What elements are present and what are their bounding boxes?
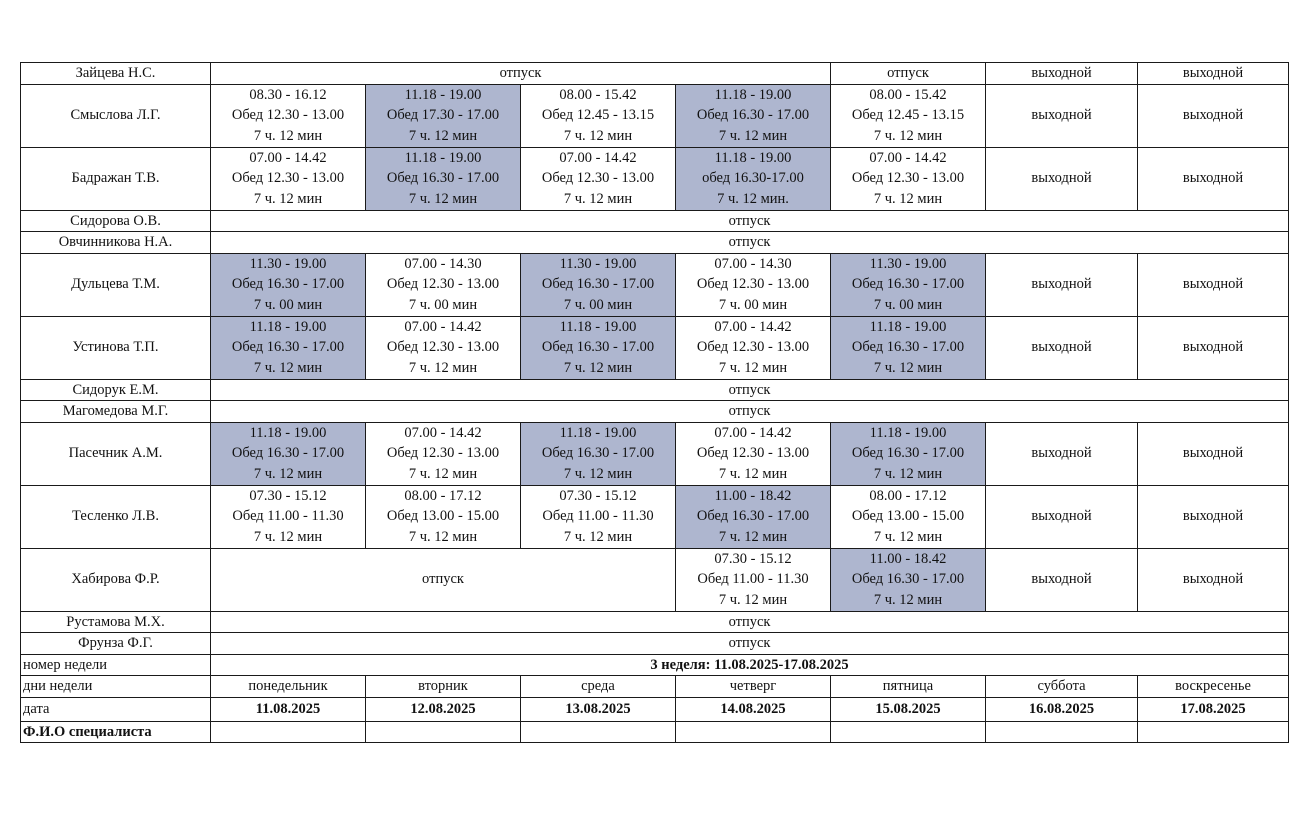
shift-cell [676,84,831,147]
status-text: отпуск [728,212,771,229]
shift-cell [211,253,366,316]
shift-cell [521,422,676,485]
shift-cell [831,422,986,485]
week-number-value: 3 неделя: 11.08.2025-17.08.2025 [211,654,1289,676]
status-text: выходной [1182,571,1244,588]
employee-name: Бадражан Т.В. [21,147,211,210]
shift-duration: 7 ч. 12 мин [563,528,633,545]
shift-duration: 7 ч. 12 мин [873,359,943,376]
status-cell [211,210,1289,232]
lunch-break: Обед 12.45 - 13.15 [541,107,655,124]
status-text: отпуск [499,65,542,81]
date-thu: 14.08.2025 [676,697,831,721]
employee-name: Сидорова О.В. [21,210,211,232]
shift-duration: 7 ч. 12 мин [718,528,788,545]
employee-name: Хабирова Ф.Р. [21,548,211,611]
days-label: дни недели [21,676,211,698]
employee-row [21,210,1289,232]
lunch-break: Обед 16.30 - 17.00 [386,170,500,187]
schedule-table [20,62,1289,743]
status-text: отпуск [728,635,771,651]
lunch-break: Обед 16.30 - 17.00 [851,276,965,293]
status-text: отпуск [728,234,771,250]
status-text: выходной [1031,508,1092,525]
shift-hours: 07.00 - 14.42 [404,424,482,441]
lunch-break: Обед 11.00 - 11.30 [232,508,344,525]
date-mon: 11.08.2025 [211,697,366,721]
shift-duration: 7 ч. 12 мин. [717,190,789,207]
shift-duration: 7 ч. 12 мин [408,359,478,376]
shift-hours: 07.00 - 14.42 [404,318,482,335]
status-cell [1138,485,1289,548]
employee-name: Сидорук Е.М. [21,379,211,401]
shift-cell [831,316,986,379]
shift-cell [521,253,676,316]
shift-cell [366,253,521,316]
employee-row [21,147,1289,210]
shift-cell [211,147,366,210]
date-label: дата [21,697,211,721]
status-cell [1138,422,1289,485]
status-text: выходной [1182,339,1244,356]
shift-duration: 7 ч. 12 мин [253,359,323,376]
shift-hours: 07.30 - 15.12 [714,550,792,567]
shift-hours: 11.00 - 18.42 [714,487,792,504]
shift-duration: 7 ч. 00 мин [563,296,633,313]
lunch-break: Обед 16.30 - 17.00 [851,445,965,462]
week-number-label: номер недели [21,654,211,676]
lunch-break: Обед 12.30 - 13.00 [386,276,500,293]
lunch-break: Обед 16.30 - 17.00 [541,276,655,293]
shift-hours: 11.18 - 19.00 [559,318,637,335]
status-cell [211,232,1289,254]
lunch-break: Обед 11.00 - 11.30 [542,508,654,525]
shift-hours: 11.18 - 19.00 [404,149,482,166]
status-text: выходной [1031,339,1092,356]
shift-hours: 11.30 - 19.00 [869,255,947,272]
status-cell [211,63,831,85]
status-cell [211,548,676,611]
status-cell [211,611,1289,633]
shift-cell [831,84,986,147]
shift-duration: 7 ч. 12 мин [718,127,788,144]
lunch-break: Обед 12.30 - 13.00 [541,170,655,187]
fio-empty-cell [676,721,831,743]
status-cell [1138,84,1289,147]
shift-duration: 7 ч. 12 мин [408,465,478,482]
employee-row [21,485,1289,548]
date-sun: 17.08.2025 [1138,697,1289,721]
shift-cell [676,548,831,611]
status-cell [1138,548,1289,611]
lunch-break: Обед 12.30 - 13.00 [386,445,500,462]
shift-hours: 08.00 - 17.12 [404,487,482,504]
lunch-break: Обед 16.30 - 17.00 [696,107,810,124]
lunch-break: Обед 12.30 - 13.00 [386,339,500,356]
lunch-break: Обед 11.00 - 11.30 [697,571,809,588]
shift-duration: 7 ч. 12 мин [408,528,478,545]
week-number-row [21,654,1289,676]
status-cell [986,63,1138,85]
status-cell [986,548,1138,611]
fio-empty-cell [366,721,521,743]
days-row [21,676,1289,698]
status-text: выходной [1182,276,1244,293]
day-tue: вторник [366,676,521,698]
employee-row [21,63,1289,85]
lunch-break: Обед 16.30 - 17.00 [851,571,965,588]
employee-row [21,422,1289,485]
lunch-break: Обед 12.30 - 13.00 [696,339,810,356]
shift-cell [366,485,521,548]
shift-cell [831,253,986,316]
shift-hours: 11.30 - 19.00 [249,255,327,272]
employee-rows [21,63,1289,655]
fio-empty-cell [1138,721,1289,743]
status-text: отпуск [422,571,464,588]
date-fri: 15.08.2025 [831,697,986,721]
shift-duration: 7 ч. 00 мин [718,296,788,313]
status-text: выходной [1182,508,1244,525]
shift-cell [211,422,366,485]
employee-row [21,611,1289,633]
lunch-break: Обед 12.45 - 13.15 [851,107,965,124]
employee-name: Дульцева Т.М. [21,253,211,316]
dates-row [21,697,1289,721]
lunch-break: обед 16.30-17.00 [702,170,804,187]
shift-cell [521,84,676,147]
shift-hours: 11.18 - 19.00 [249,318,327,335]
status-cell [211,633,1289,655]
lunch-break: Обед 16.30 - 17.00 [231,276,345,293]
shift-duration: 7 ч. 12 мин [408,127,478,144]
lunch-break: Обед 16.30 - 17.00 [696,508,810,525]
shift-duration: 7 ч. 12 мин [253,528,323,545]
shift-cell [831,147,986,210]
shift-hours: 11.18 - 19.00 [869,318,947,335]
status-text: выходной [1182,170,1244,187]
footer-rows [21,654,1289,743]
shift-cell [521,316,676,379]
shift-cell [521,485,676,548]
shift-duration: 7 ч. 12 мин [873,591,943,608]
shift-duration: 7 ч. 12 мин [873,190,943,207]
status-cell [1138,147,1289,210]
shift-duration: 7 ч. 12 мин [253,190,323,207]
shift-hours: 11.18 - 19.00 [714,86,792,103]
shift-cell [211,485,366,548]
lunch-break: Обед 12.30 - 13.00 [231,107,345,124]
status-text: выходной [1031,170,1092,187]
status-text: выходной [1031,445,1092,462]
shift-duration: 7 ч. 12 мин [563,465,633,482]
lunch-break: Обед 16.30 - 17.00 [851,339,965,356]
lunch-break: Обед 16.30 - 17.00 [231,339,345,356]
day-fri: пятница [831,676,986,698]
fio-empty-cell [831,721,986,743]
employee-row [21,316,1289,379]
shift-hours: 07.00 - 14.42 [714,318,792,335]
lunch-break: Обед 12.30 - 13.00 [696,445,810,462]
fio-row [21,721,1289,743]
shift-cell [676,316,831,379]
employee-row [21,379,1289,401]
lunch-break: Обед 13.00 - 15.00 [851,508,965,525]
shift-cell [211,84,366,147]
shift-duration: 7 ч. 12 мин [408,190,478,207]
shift-hours: 11.00 - 18.42 [869,550,947,567]
shift-hours: 08.00 - 15.42 [869,86,947,103]
date-tue: 12.08.2025 [366,697,521,721]
employee-name: Магомедова М.Г. [21,401,211,423]
fio-empty-cell [521,721,676,743]
shift-cell [676,253,831,316]
shift-duration: 7 ч. 12 мин [873,465,943,482]
status-text: выходной [1031,571,1092,588]
shift-cell [366,84,521,147]
employee-name: Зайцева Н.С. [21,63,211,85]
shift-duration: 7 ч. 12 мин [873,528,943,545]
lunch-break: Обед 12.30 - 13.00 [851,170,965,187]
employee-name: Пасечник А.М. [21,422,211,485]
status-cell [986,84,1138,147]
employee-name: Смыслова Л.Г. [21,84,211,147]
shift-hours: 07.00 - 14.42 [714,424,792,441]
shift-duration: 7 ч. 12 мин [718,359,788,376]
status-cell [986,253,1138,316]
shift-hours: 11.18 - 19.00 [249,424,327,441]
fio-label: Ф.И.О специалиста [21,721,211,743]
lunch-break: Обед 12.30 - 13.00 [231,170,345,187]
status-cell [1138,63,1289,85]
shift-cell [366,316,521,379]
date-wed: 13.08.2025 [521,697,676,721]
shift-duration: 7 ч. 12 мин [563,127,633,144]
shift-hours: 07.00 - 14.42 [559,149,637,166]
shift-hours: 07.00 - 14.30 [404,255,482,272]
status-text: выходной [1182,107,1244,124]
lunch-break: Обед 12.30 - 13.00 [696,276,810,293]
status-text: отпуск [887,65,929,81]
status-cell [1138,316,1289,379]
status-text: выходной [1031,276,1092,293]
shift-hours: 08.30 - 16.12 [249,86,327,103]
status-cell [1138,253,1289,316]
status-text: выходной [1182,65,1244,81]
shift-cell [831,485,986,548]
lunch-break: Обед 16.30 - 17.00 [541,445,655,462]
status-cell [211,379,1289,401]
status-cell [986,422,1138,485]
shift-hours: 07.00 - 14.42 [249,149,327,166]
shift-duration: 7 ч. 12 мин [718,591,788,608]
shift-cell [211,316,366,379]
day-sun: воскресенье [1138,676,1289,698]
shift-hours: 07.30 - 15.12 [249,487,327,504]
status-text: отпуск [728,381,771,398]
employee-row [21,84,1289,147]
status-cell [986,485,1138,548]
shift-hours: 08.00 - 17.12 [869,487,947,504]
fio-empty-cell [986,721,1138,743]
status-text: выходной [1031,65,1092,81]
shift-hours: 08.00 - 15.42 [559,86,637,103]
day-thu: четверг [676,676,831,698]
lunch-break: Обед 16.30 - 17.00 [541,339,655,356]
shift-hours: 07.00 - 14.30 [714,255,792,272]
status-text: отпуск [728,403,771,419]
employee-name: Рустамова М.Х. [21,611,211,633]
shift-cell [676,422,831,485]
shift-duration: 7 ч. 12 мин [563,359,633,376]
shift-cell [366,422,521,485]
employee-name: Тесленко Л.В. [21,485,211,548]
shift-hours: 11.30 - 19.00 [559,255,637,272]
shift-duration: 7 ч. 12 мин [253,127,323,144]
shift-duration: 7 ч. 00 мин [408,296,478,313]
day-wed: среда [521,676,676,698]
shift-duration: 7 ч. 00 мин [253,296,323,313]
shift-hours: 11.18 - 19.00 [404,86,482,103]
shift-cell [676,147,831,210]
shift-hours: 11.18 - 19.00 [714,149,792,166]
status-cell [986,316,1138,379]
shift-duration: 7 ч. 12 мин [873,127,943,144]
day-sat: суббота [986,676,1138,698]
status-cell [986,147,1138,210]
shift-hours: 11.18 - 19.00 [869,424,947,441]
status-cell [211,401,1289,423]
shift-cell [831,548,986,611]
status-text: отпуск [728,613,771,630]
lunch-break: Обед 16.30 - 17.00 [231,445,345,462]
employee-name: Фрунза Ф.Г. [21,633,211,655]
status-text: выходной [1031,107,1092,124]
shift-duration: 7 ч. 12 мин [253,465,323,482]
employee-row [21,253,1289,316]
shift-hours: 07.00 - 14.42 [869,149,947,166]
employee-name: Устинова Т.П. [21,316,211,379]
shift-cell [366,147,521,210]
shift-cell [521,147,676,210]
date-sat: 16.08.2025 [986,697,1138,721]
fio-empty-cell [211,721,366,743]
shift-duration: 7 ч. 12 мин [563,190,633,207]
lunch-break: Обед 17.30 - 17.00 [386,107,500,124]
employee-row [21,548,1289,611]
employee-name: Овчинникова Н.А. [21,232,211,254]
day-mon: понедельник [211,676,366,698]
status-cell [831,63,986,85]
employee-row [21,401,1289,423]
shift-duration: 7 ч. 12 мин [718,465,788,482]
shift-cell [676,485,831,548]
shift-hours: 07.30 - 15.12 [559,487,637,504]
employee-row [21,633,1289,655]
shift-duration: 7 ч. 00 мин [873,296,943,313]
shift-hours: 11.18 - 19.00 [559,424,637,441]
employee-row [21,232,1289,254]
status-text: выходной [1182,445,1244,462]
lunch-break: Обед 13.00 - 15.00 [386,508,500,525]
